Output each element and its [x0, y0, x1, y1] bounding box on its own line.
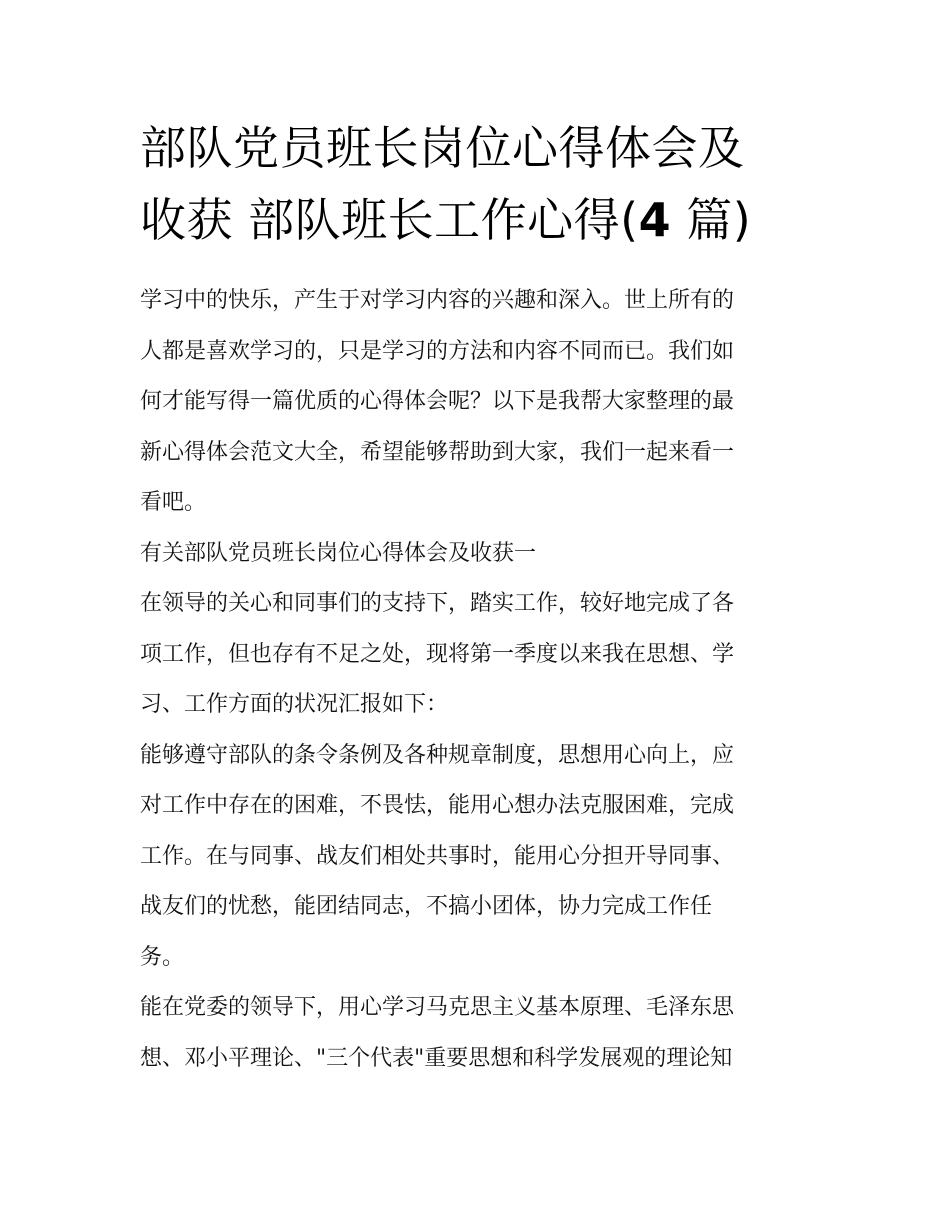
title-text: 篇)	[671, 193, 752, 247]
text-line: 战友们的忧愁，能团结同志，不搞小团体，协力完成工作任	[140, 894, 713, 919]
text-line: 有关部队党员班长岗位心得体会及收获一	[140, 540, 537, 566]
text-line: 学习中的快乐，产生于对学习内容的兴趣和深入。世上所有的	[140, 288, 735, 313]
title-count: 4	[638, 193, 672, 247]
intro-paragraph	[140, 276, 820, 529]
text-line: 看吧。	[140, 490, 207, 515]
text-line: 对工作中存在的困难，不畏怯，能用心想办法克服困难，完成	[140, 793, 735, 818]
body-paragraph	[140, 579, 820, 731]
text-line: 能够遵守部队的条令条例及各种规章制度，思想用心向上，应	[140, 742, 735, 768]
text-line: 想、邓小平理论、"三个代表"重要思想和科学发展观的理论知	[140, 1045, 733, 1071]
text-line: 人都是喜欢学习的，只是学习的方法和内容不同而已。我们如	[140, 338, 735, 364]
body-paragraph	[140, 731, 820, 984]
text-line: 何才能写得一篇优质的心得体会呢？以下是我帮大家整理的最	[140, 389, 735, 414]
section-heading	[140, 529, 820, 580]
text-line: 能在党委的领导下，用心学习马克思主义基本原理、毛泽东思	[140, 995, 735, 1020]
body-paragraph	[140, 983, 820, 1084]
text-line: 新心得体会范文大全，希望能够帮助到大家，我们一起来看一	[140, 439, 735, 465]
text-line: 项工作，但也存有不足之处，现将第一季度以来我在思想、学	[140, 641, 735, 667]
text-line: 在领导的关心和同事们的支持下，踏实工作，较好地完成了各	[140, 591, 735, 616]
text-line: 工作。在与同事、战友们相处共事时，能用心分担开导同事、	[140, 843, 735, 869]
title-line	[140, 184, 820, 256]
document-title	[140, 112, 820, 256]
document-body	[140, 276, 820, 1084]
title-text: 收获 部队班长工作心得(	[140, 193, 639, 247]
text-line: 务。	[140, 944, 185, 970]
text-line: 习、工作方面的状况汇报如下：	[140, 692, 449, 717]
title-line: 部队党员班长岗位心得体会及	[140, 121, 745, 175]
